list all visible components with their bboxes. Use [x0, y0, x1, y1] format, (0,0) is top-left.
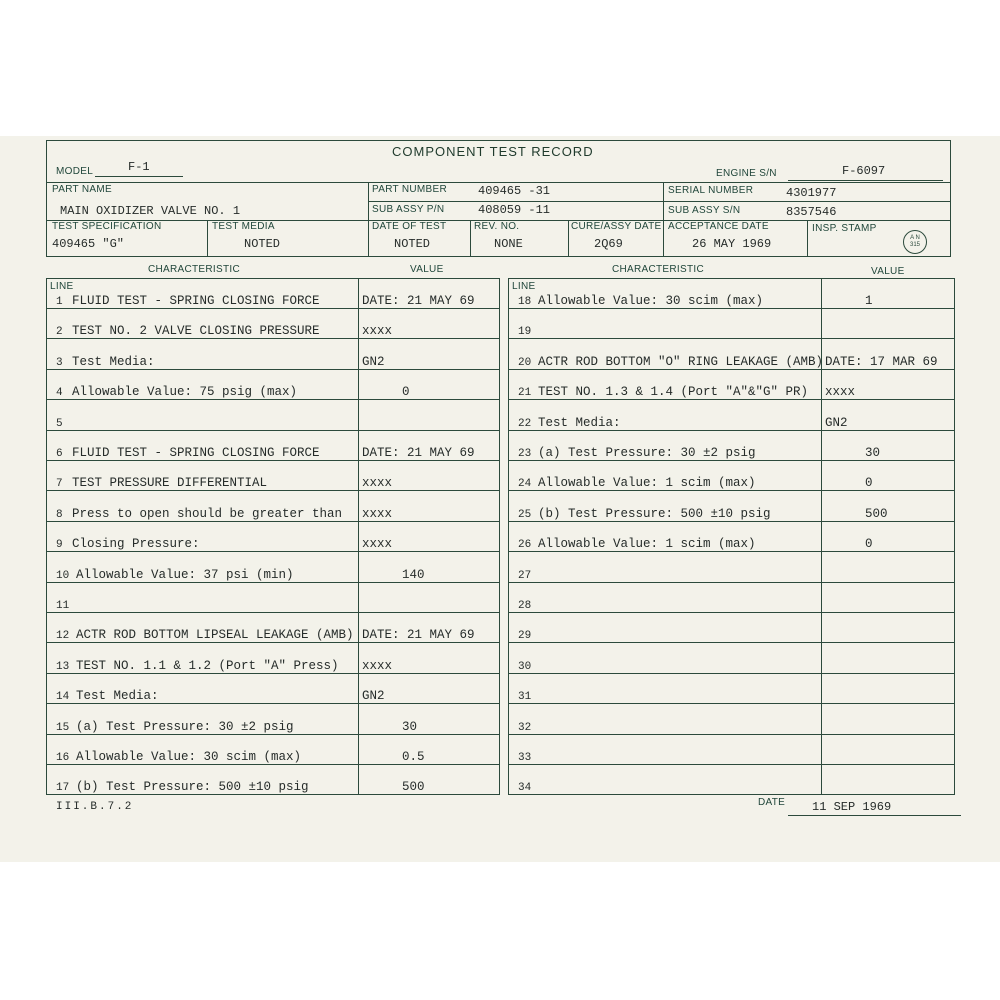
row-divider: [46, 460, 500, 461]
characteristic-cell: Test Media:: [76, 689, 159, 704]
value-cell: xxxx: [362, 658, 393, 673]
right-characteristic-header: CHARACTERISTIC: [612, 264, 704, 275]
characteristic-cell: TEST NO. 1.1 & 1.2 (Port "A" Press): [76, 658, 339, 673]
header-row-line-1: [46, 182, 951, 183]
row-divider: [46, 399, 500, 400]
characteristic-cell: Test Media:: [538, 415, 621, 430]
sub-assy-pn-label: SUB ASSY P/N: [372, 204, 445, 215]
header-col-div-1: [368, 182, 369, 257]
engine-sn-underline: [788, 180, 943, 181]
characteristic-cell: FLUID TEST - SPRING CLOSING FORCE: [72, 294, 320, 308]
characteristic-cell: Allowable Value: 37 psi (min): [76, 567, 294, 582]
acceptance-date-label: ACCEPTANCE DATE: [668, 221, 769, 232]
line-number: 2: [56, 326, 63, 339]
row-divider: [508, 642, 955, 643]
model-value: F-1: [128, 160, 150, 174]
line-number: 27: [518, 569, 532, 582]
characteristic-cell: ACTR ROD BOTTOM "O" RING LEAKAGE (AMB): [538, 354, 824, 369]
line-number: 34: [518, 782, 532, 795]
stamp-text-bottom: 315: [909, 242, 920, 248]
part-name-value: MAIN OXIDIZER VALVE NO. 1: [60, 204, 241, 218]
date-of-test-value: NOTED: [394, 237, 431, 251]
row-divider: [46, 673, 500, 674]
line-number: 19: [518, 326, 532, 339]
insp-stamp-label: INSP. STAMP: [812, 223, 877, 234]
rev-no-value: NONE: [494, 237, 523, 251]
header-col-div-4: [470, 220, 471, 257]
line-number: 11: [56, 600, 70, 612]
model-label: MODEL: [56, 166, 94, 177]
line-number: 7: [56, 478, 63, 491]
line-number: 31: [518, 691, 532, 704]
value-cell: GN2: [362, 354, 385, 369]
characteristic-cell: TEST NO. 1.3 & 1.4 (Port "A"&"G" PR): [538, 385, 809, 400]
left-characteristic-header: CHARACTERISTIC: [148, 264, 240, 275]
line-number: 28: [518, 600, 532, 612]
serial-number-label: SERIAL NUMBER: [668, 185, 754, 196]
row-divider: [508, 734, 955, 735]
stamp-text-top: A N: [910, 235, 920, 241]
line-number: 10: [56, 569, 70, 582]
row-divider: [46, 734, 500, 735]
row-divider: [508, 460, 955, 461]
value-cell: 30: [865, 446, 881, 460]
footer-date-label: DATE: [758, 797, 786, 808]
value-cell: GN2: [825, 415, 848, 430]
row-divider: [508, 490, 955, 491]
value-cell: 140: [402, 567, 425, 582]
characteristic-cell: Allowable Value: 30 scim (max): [76, 750, 302, 764]
row-divider: [508, 308, 955, 309]
line-number: 18: [518, 296, 532, 308]
row-divider: [46, 764, 500, 765]
line-number: 6: [56, 448, 63, 460]
value-cell: 0: [865, 537, 873, 552]
part-number-value: 409465 -31: [478, 184, 551, 198]
rev-no-label: REV. NO.: [474, 221, 520, 232]
row-divider: [46, 338, 500, 339]
line-number: 29: [518, 630, 532, 643]
row-divider: [508, 551, 955, 552]
engine-sn-value: F-6097: [842, 164, 886, 178]
characteristic-cell: Closing Pressure:: [72, 537, 200, 552]
line-number: 14: [56, 691, 70, 704]
value-cell: 0.5: [402, 750, 425, 764]
acceptance-date-value: 26 MAY 1969: [692, 237, 772, 251]
value-cell: xxxx: [825, 385, 856, 400]
row-divider: [508, 612, 955, 613]
line-number: 22: [518, 417, 532, 430]
row-divider: [46, 490, 500, 491]
characteristic-cell: TEST PRESSURE DIFFERENTIAL: [72, 476, 268, 491]
line-number: 12: [56, 630, 70, 643]
characteristic-cell: Test Media:: [72, 354, 155, 369]
value-cell: xxxx: [362, 537, 393, 552]
test-spec-value: 409465 "G": [52, 237, 125, 251]
characteristic-cell: (a) Test Pressure: 30 ±2 psig: [76, 719, 294, 734]
line-number: 20: [518, 356, 532, 369]
row-divider: [508, 703, 955, 704]
characteristic-cell: Press to open should be greater than: [72, 506, 343, 521]
line-number: 8: [56, 508, 63, 521]
sub-assy-sn-label: SUB ASSY S/N: [668, 205, 741, 216]
test-media-value: NOTED: [244, 237, 281, 251]
characteristic-cell: FLUID TEST - SPRING CLOSING FORCE: [72, 446, 320, 460]
value-cell: DATE: 21 MAY 69: [362, 446, 475, 460]
row-divider: [46, 642, 500, 643]
row-divider: [46, 612, 500, 613]
line-number: 26: [518, 539, 532, 552]
value-cell: GN2: [362, 689, 385, 704]
value-cell: DATE: 21 MAY 69: [362, 628, 475, 643]
characteristic-cell: (b) Test Pressure: 500 ±10 psig: [538, 506, 771, 521]
sub-assy-sn-value: 8357546: [786, 205, 837, 219]
line-number: 4: [56, 387, 63, 400]
row-divider: [508, 369, 955, 370]
header-col-div-5: [568, 220, 569, 257]
form-code: III.B.7.2: [56, 801, 134, 813]
row-divider: [46, 551, 500, 552]
line-number: 3: [56, 356, 63, 369]
row-divider: [46, 308, 500, 309]
value-cell: 500: [402, 780, 425, 795]
line-number: 32: [518, 721, 532, 734]
test-media-label: TEST MEDIA: [212, 221, 275, 232]
header-col-div-6: [807, 220, 808, 257]
row-divider: [46, 703, 500, 704]
row-divider: [508, 582, 955, 583]
inspection-stamp: [903, 230, 927, 254]
line-number: 16: [56, 752, 70, 764]
row-divider: [508, 673, 955, 674]
characteristic-cell: (b) Test Pressure: 500 ±10 psig: [76, 780, 309, 795]
serial-number-value: 4301977: [786, 186, 837, 200]
line-number: 5: [56, 417, 63, 430]
characteristic-cell: (a) Test Pressure: 30 ±2 psig: [538, 446, 756, 460]
value-cell: xxxx: [362, 324, 393, 339]
row-divider: [46, 430, 500, 431]
footer-date-underline: [788, 815, 961, 816]
line-number: 17: [56, 782, 70, 795]
cure-date-label: CURE/ASSY DATE: [571, 221, 662, 232]
value-cell: DATE: 17 MAR 69: [825, 354, 938, 369]
row-divider: [508, 521, 955, 522]
model-underline: [95, 176, 183, 177]
value-cell: 0: [865, 476, 873, 491]
part-name-label: PART NAME: [52, 184, 112, 195]
engine-sn-label: ENGINE S/N: [716, 168, 777, 179]
line-number: 13: [56, 660, 70, 673]
sub-assy-pn-value: 408059 -11: [478, 203, 551, 217]
header-col-div-3: [207, 220, 208, 257]
value-cell: 0: [402, 385, 410, 400]
left-line-header: LINE: [50, 281, 74, 292]
line-number: 1: [56, 296, 63, 308]
value-cell: 30: [402, 719, 418, 734]
left-value-header: VALUE: [410, 264, 444, 275]
row-divider: [508, 764, 955, 765]
characteristic-cell: Allowable Value: 1 scim (max): [538, 537, 756, 552]
value-cell: xxxx: [362, 476, 393, 491]
value-cell: 500: [865, 506, 888, 521]
line-number: 30: [518, 660, 532, 673]
right-line-header: LINE: [512, 281, 536, 292]
characteristic-cell: TEST NO. 2 VALVE CLOSING PRESSURE: [72, 324, 320, 339]
test-spec-label: TEST SPECIFICATION: [52, 221, 162, 232]
value-cell: xxxx: [362, 506, 393, 521]
value-cell: DATE: 21 MAY 69: [362, 294, 475, 308]
header-col-div-2: [663, 182, 664, 257]
line-number: 33: [518, 752, 532, 764]
date-of-test-label: DATE OF TEST: [372, 221, 447, 232]
row-divider: [46, 369, 500, 370]
left-value-divider: [358, 278, 359, 795]
row-divider: [46, 521, 500, 522]
row-divider: [508, 399, 955, 400]
characteristic-cell: Allowable Value: 1 scim (max): [538, 476, 756, 491]
characteristic-cell: Allowable Value: 30 scim (max): [538, 294, 764, 308]
row-divider: [508, 430, 955, 431]
part-number-label: PART NUMBER: [372, 184, 447, 195]
cure-date-value: 2Q69: [594, 237, 623, 251]
characteristic-cell: ACTR ROD BOTTOM LIPSEAL LEAKAGE (AMB): [76, 628, 354, 643]
line-number: 21: [518, 387, 532, 400]
footer-date-value: 11 SEP 1969: [812, 800, 892, 814]
row-divider: [46, 582, 500, 583]
value-cell: 1: [865, 294, 873, 308]
characteristic-cell: Allowable Value: 75 psig (max): [72, 385, 298, 400]
line-number: 23: [518, 448, 532, 460]
line-number: 9: [56, 539, 63, 552]
header-row-line-2: [368, 201, 951, 202]
line-number: 25: [518, 508, 532, 521]
form-title: COMPONENT TEST RECORD: [392, 144, 594, 159]
line-number: 15: [56, 721, 70, 734]
right-value-header: VALUE: [871, 266, 905, 277]
row-divider: [508, 338, 955, 339]
line-number: 24: [518, 478, 532, 491]
